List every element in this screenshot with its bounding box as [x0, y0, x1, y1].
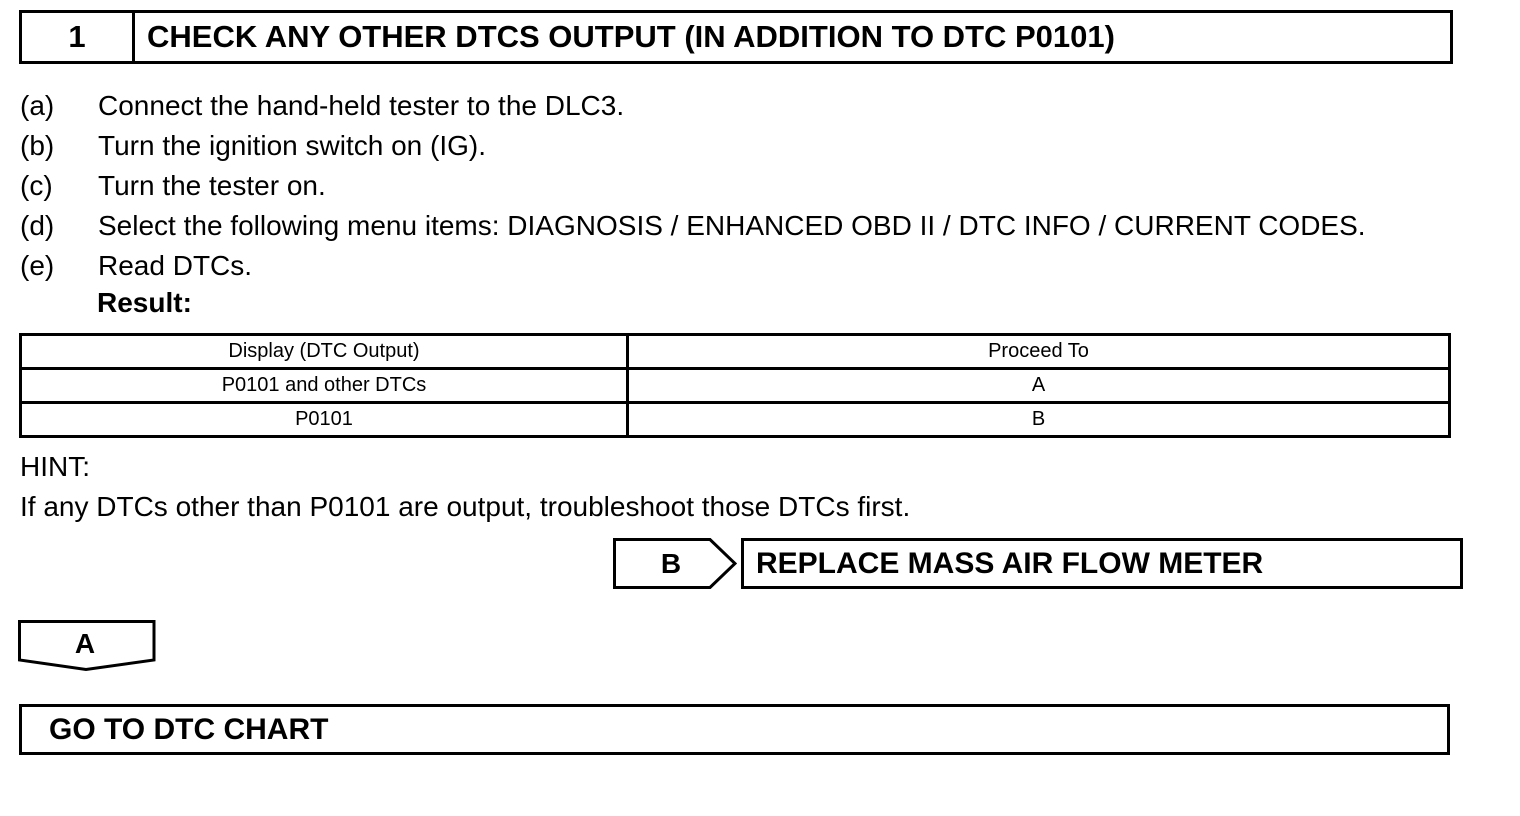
branch-b-action: REPLACE MASS AIR FLOW METER: [741, 538, 1463, 589]
branch-a-action: GO TO DTC CHART: [19, 704, 1450, 755]
step-text: Turn the ignition switch on (IG).: [98, 130, 487, 161]
result-label: Result:: [97, 287, 192, 318]
table-header-cell: Display (DTC Output): [21, 335, 628, 369]
step-number: 1: [22, 13, 135, 61]
step-marker: (d): [20, 210, 55, 241]
step-marker: (c): [20, 170, 53, 201]
hint-label: HINT:: [20, 451, 90, 482]
table-cell: P0101: [21, 403, 628, 437]
step-item: [20, 206, 1366, 246]
step-text: Turn the tester on.: [98, 170, 326, 201]
step-title: CHECK ANY OTHER DTCS OUTPUT (IN ADDITION TO DTC P0101): [147, 19, 1115, 54]
hint-text: If any DTCs other than P0101 are output, troubleshoot those DTCs first.: [20, 491, 911, 522]
step-text: Select the following menu items: DIAGNOSIS / ENHANCED OBD II / DTC INFO / CURRENT CODES.: [98, 210, 1366, 241]
step-item: [20, 246, 1366, 286]
table-cell: P0101 and other DTCs: [21, 369, 628, 403]
step-text: Read DTCs.: [98, 250, 253, 281]
step-marker: (b): [20, 130, 55, 161]
table-row: [21, 403, 1450, 437]
table-header-row: [21, 335, 1450, 369]
procedure-steps: [20, 86, 1366, 286]
step-item: [20, 166, 1366, 206]
step-marker: (a): [20, 90, 55, 121]
step-header: [19, 10, 1453, 64]
table-header-cell: Proceed To: [628, 335, 1450, 369]
step-item: [20, 86, 1366, 126]
table-cell: B: [628, 403, 1450, 437]
step-text: Connect the hand-held tester to the DLC3.: [98, 90, 625, 121]
table-cell: A: [628, 369, 1450, 403]
step-marker: (e): [20, 250, 55, 281]
step-item: [20, 126, 1366, 166]
result-table: [19, 333, 1451, 438]
branch-b-label: B: [660, 547, 682, 579]
table-row: [21, 369, 1450, 403]
branch-a-label: A: [74, 628, 96, 659]
